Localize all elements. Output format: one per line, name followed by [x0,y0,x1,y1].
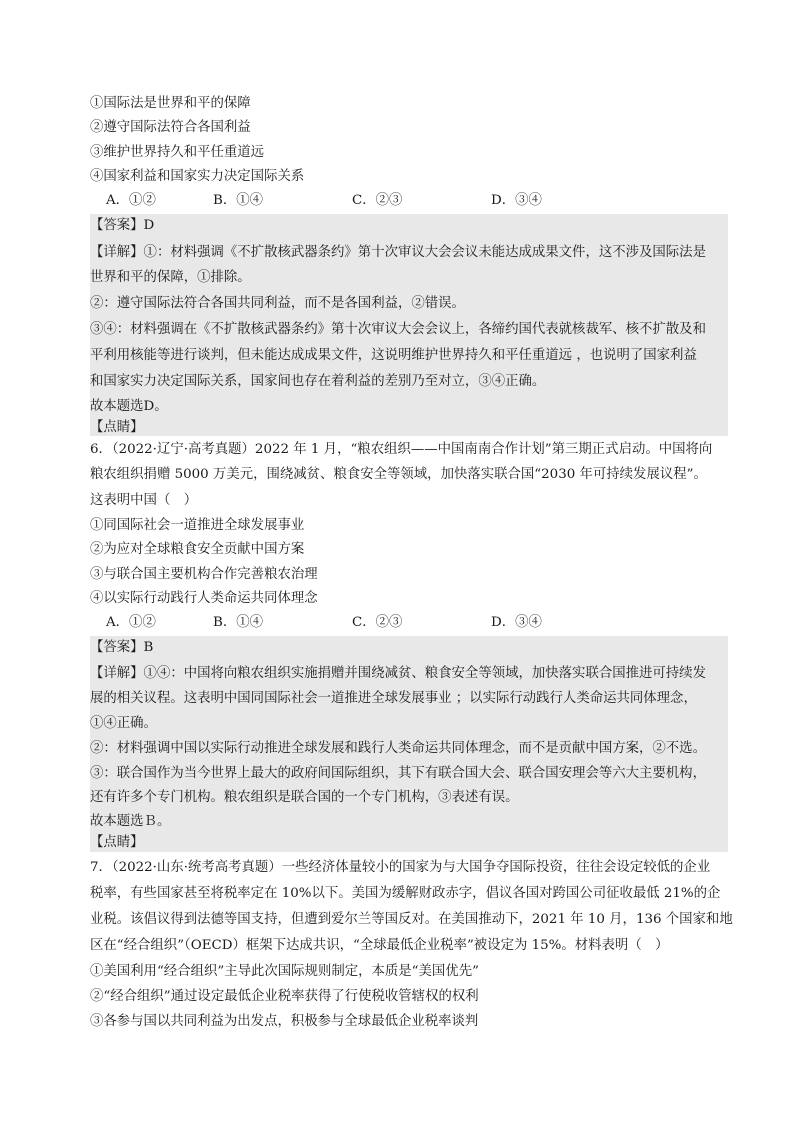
q6-stem-line: 粮农组织捐赠 5000 万美元，围绕减贫、粮食安全等领域，加快落实联合国“2030 年可持续发展议程”。 [90,467,707,482]
q6-option-c: C．②③ [352,615,403,630]
q5-statement-2: ②遵守国际法符合各国利益 [90,120,251,135]
q7-stem-line: 业税。该倡议得到法德等国支持，但遭到爱尔兰等国反对。在美国推动下，2021 年 10 月，136 个国家和地 [90,912,733,927]
q6-detail-line: ①④正确。 [90,716,157,731]
q6-answer-block [90,636,728,852]
q5-option-b: B．①④ [213,193,264,208]
q7-stem-line: 区在“经合组织”（OECD）框架下达成共识，“全球最低企业税率”被设定为 15%。材料表明（ ） [90,938,669,953]
q5-detail-line: ②：遵守国际法符合各国共同利益，而不是各国利益，②错误。 [90,296,465,311]
q5-statement-1: ①国际法是世界和平的保障 [90,96,251,111]
q5-statement-3: ③维护世界持久和平任重道远 [90,145,265,160]
q5-detail-line: 【详解】①：材料强调《不扩散核武器条约》第十次审议大会会议未能达成成果文件，这不涉及国际法是 [90,245,706,260]
q5-answer-block [90,214,728,436]
q6-stem-line: 6．（2022·辽宁·高考真题）2022 年 1 月，“粮农组织——中国南南合作计划”第三期正式启动。中国将向 [90,442,713,457]
q6-statement-2: ②为应对全球粮食安全贡献中国方案 [90,542,305,557]
q5-option-a: A．①② [106,193,156,208]
q6-detail-line: ③：联合国作为当今世界上最大的政府间国际组织，其下有联合国大会、联合国安理会等六大主要机构， [90,766,706,781]
q6-statement-4: ④以实际行动践行人类命运共同体理念 [90,591,318,606]
q5-option-c: C．②③ [352,193,403,208]
q6-comment: 【点睛】 [90,835,144,850]
q7-stem-line: 税率，有些国家甚至将税率定在 10%以下。美国为缓解财政赤字，倡议各国对跨国公司征收最低 21%的企 [90,886,721,901]
q5-answer: 【答案】D [90,218,155,233]
q6-detail-line: 还有许多个专门机构。粮农组织是联合国的一个专门机构，③表述有误。 [90,790,519,805]
q6-option-b: B．①④ [213,615,264,630]
q7-statement-2: ②“经合组织”通过设定最低企业税率获得了行使税收管辖权的权利 [90,989,479,1004]
q5-comment: 【点睛】 [90,420,144,435]
q6-option-a: A．①② [106,615,156,630]
q6-detail-line: ②：材料强调中国以实际行动推进全球发展和践行人类命运共同体理念，而不是贡献中国方案，②不选。 [90,741,706,756]
q5-detail-line: ③④：材料强调在《不扩散核武器条约》第十次审议大会会议上，各缔约国代表就核裁军、核不扩散及和 [90,322,706,337]
q7-statement-1: ①美国利用“经合组织”主导此次国际规则制定，本质是“美国优先” [90,964,479,979]
q6-stem-line: 这表明中国（ ） [90,493,198,508]
q6-statement-3: ③与联合国主要机构合作完善粮农治理 [90,567,318,582]
q6-detail-line: 【详解】①④：中国将向粮农组织实施捐赠并围绕减贫、粮食安全等领域，加快落实联合国推进可持续发 [90,666,706,681]
q5-detail-line: 和国家实力决定国际关系，国家间也存在着利益的差别乃至对立，③④正确。 [90,374,546,389]
q5-detail-line: 故本题选D。 [90,399,168,414]
q6-statement-1: ①同国际社会一道推进全球发展事业 [90,518,305,533]
q5-detail-line: 平利用核能等进行谈判，但未能达成成果文件，这说明维护世界持久和平任重道远 ，也说明了国家利益 [90,348,697,363]
q6-option-d: D．③④ [491,615,542,630]
q6-detail-line: 故本题选Ｂ。 [90,814,171,829]
q6-answer: 【答案】B [90,640,154,655]
q7-statement-3: ③各参与国以共同利益为出发点，积极参与全球最低企业税率谈判 [90,1014,479,1029]
q7-stem-line: 7．（2022·山东·统考高考真题）一些经济体量较小的国家为与大国争夺国际投资，往往会设定较低的企业 [90,860,711,875]
q5-detail-line: 世界和平的保障，①排除。 [90,270,251,285]
q5-statement-4: ④国家利益和国家实力决定国际关系 [90,169,305,184]
q6-detail-line: 展的相关议程。这表明中国同国际社会一道推进全球发展事业 ；以实际行动践行人类命运共同体理念， [90,691,697,706]
q5-option-d: D．③④ [491,193,542,208]
